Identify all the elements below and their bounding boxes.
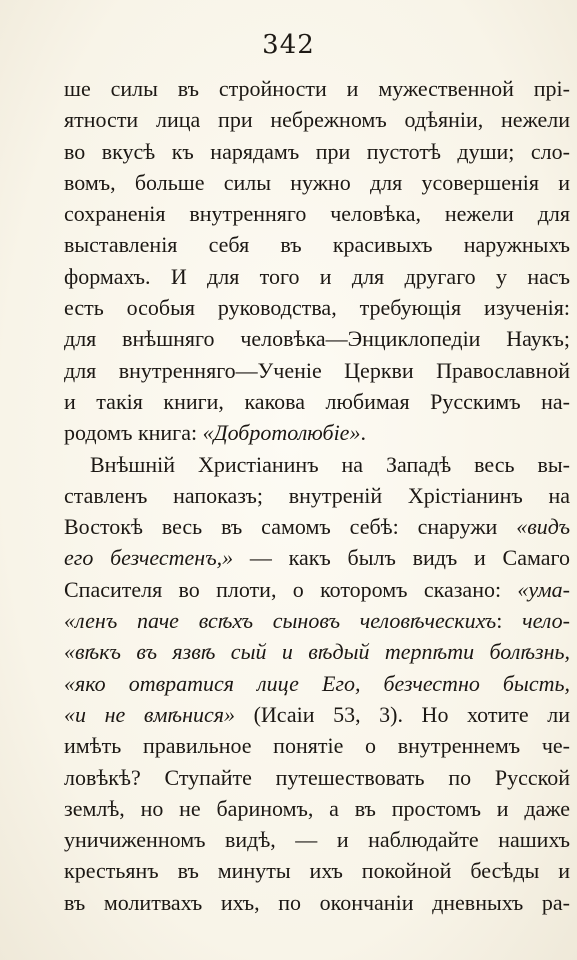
text-line [64,636,570,667]
text-segment: (Исаіи 53, 3). Но хотите ли [235,701,570,727]
text-segment: крестьянъ въ минуты ихъ покойной бесѣды и [64,858,570,884]
text-line [64,355,570,386]
text-segment: . [360,420,366,446]
text-line [64,449,570,480]
italic-segment: «видъ [516,514,570,540]
text-line [64,261,570,292]
italic-segment: «ленъ паче всѣхъ сыновъ человѣческихъ [64,608,497,634]
text-line [64,511,570,542]
text-segment: для внутренняго—Ученіе Церкви Православной [64,357,570,383]
text-line [64,855,570,886]
text-line [64,762,570,793]
text-line [64,793,570,824]
body-text [64,73,570,918]
text-segment: родомъ книга: [64,420,203,446]
italic-segment: «яко отвратися лице Его, безчестно бысть, [64,670,570,696]
text-segment: для внѣшняго человѣка—Энциклопедіи Наукъ; [64,326,570,352]
text-line [64,104,570,135]
text-segment: формахъ. И для того и для другаго у насъ [64,263,570,289]
italic-segment: «вѣкъ въ язвѣ сый и вѣдый терпѣти болѣзнь, [64,639,570,665]
text-line [64,229,570,260]
italic-segment: «Добротолюбіе» [202,420,361,446]
text-line [64,574,570,605]
text-line [64,323,570,354]
text-line [64,668,570,699]
text-line [64,292,570,323]
text-segment: Востокѣ весь въ самомъ себѣ: снаружи [64,514,517,540]
text-segment: во вкусѣ къ нарядамъ при пустотѣ души; сло- [64,138,570,164]
text-segment: уничиженномъ видѣ, — и наблюдайте нашихъ [64,827,570,853]
text-line [64,73,570,104]
text-segment: ше силы въ стройности и мужественной прі- [64,76,570,101]
page-number: 342 [262,30,315,60]
text-segment: въ молитвахъ ихъ, по окончаніи дневныхъ ра- [64,889,570,915]
text-segment: ставленъ напоказъ; внутреній Хрістіанинъ на [64,482,570,508]
text-line [64,887,570,918]
text-segment: выставленія себя въ красивыхъ наружныхъ [64,232,570,258]
text-line [64,198,570,229]
text-line [64,605,570,636]
text-segment: сохраненія внутренняго человѣка, нежели для [64,201,570,227]
text-segment: ловѣкѣ? Ступайте путешествовать по Русской [64,764,570,790]
text-line [64,480,570,511]
text-line [64,730,570,761]
text-line [64,824,570,855]
text-segment: : [496,608,523,634]
text-segment: землѣ, но не бариномъ, а въ простомъ и даже [64,795,570,821]
text-segment: ятности лица при небрежномъ одѣяніи, нежели [64,107,570,133]
text-line [64,386,570,417]
text-line [64,136,570,167]
text-line [64,699,570,730]
text-segment: — какъ былъ видъ и Самаго [233,545,570,571]
text-segment: есть особыя руководства, требующія изученія: [64,295,570,321]
text-segment: и такія книги, какова любимая Русскимъ на- [64,388,570,414]
text-segment: вомъ, больше силы нужно для усовершенія и [64,169,570,195]
italic-segment: «и не вмѣнися» [64,701,236,727]
italic-segment: чело- [522,608,570,634]
text-line [64,542,570,573]
text-line [64,167,570,198]
italic-segment: его безчестенъ,» [64,545,234,571]
text-segment: Спасителя во плоти, о которомъ сказано: [64,576,518,602]
text-segment: Внѣшній Христіанинъ на Западѣ весь вы- [90,451,570,477]
italic-segment: «ума- [517,576,570,602]
text-segment: имѣть правильное понятіе о внутреннемъ че- [64,733,570,759]
text-line [64,417,570,448]
